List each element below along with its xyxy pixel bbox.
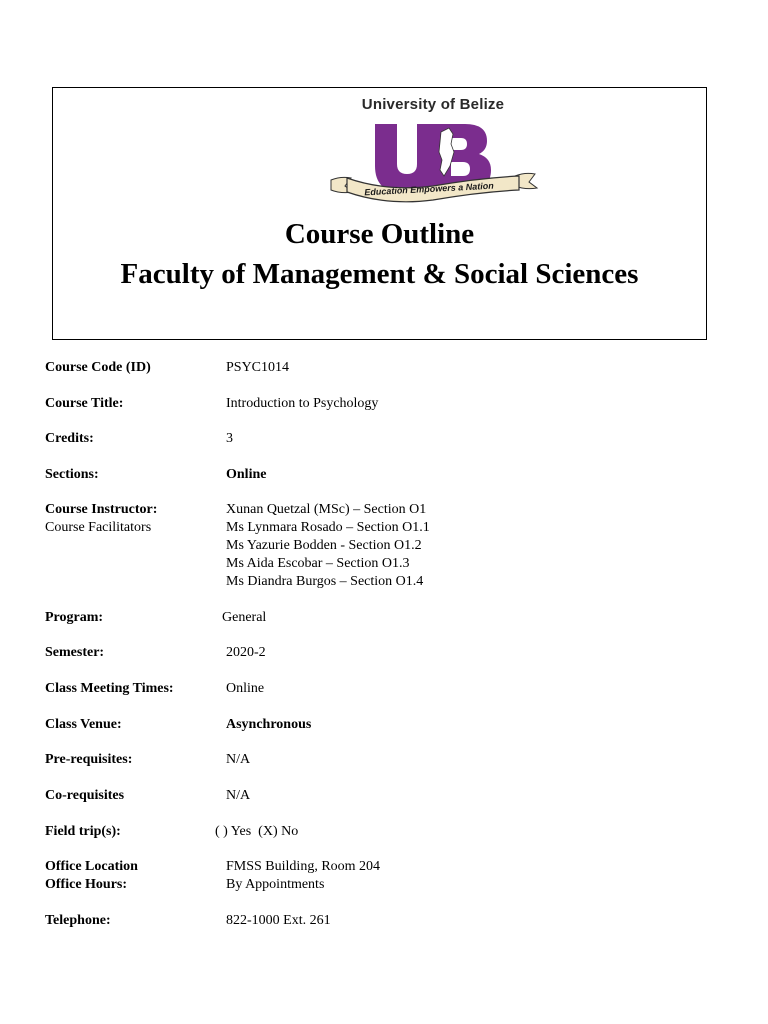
office-hours-value: By Appointments: [226, 877, 325, 892]
sections-label: Sections:: [45, 467, 99, 482]
office-hours-label: Office Hours:: [45, 877, 128, 892]
program-value: General: [222, 610, 267, 625]
facilitator-line: Ms Lynmara Rosado – Section O1.1: [226, 520, 430, 535]
logo-motto: Education Empowers a Nation: [364, 180, 494, 198]
meeting-times-value: Online: [226, 681, 265, 696]
logo-university-name: University of Belize: [361, 96, 505, 113]
corequisites-value: N/A: [226, 788, 251, 803]
semester-label: Semester:: [45, 645, 105, 660]
credits-label: Credits:: [45, 431, 94, 446]
course-title-value: Introduction to Psychology: [226, 396, 379, 411]
semester-value: 2020-2: [226, 645, 266, 660]
course-title-label: Course Title:: [45, 396, 124, 411]
venue-value: Asynchronous: [226, 717, 312, 732]
university-logo: [323, 96, 543, 206]
facilitator-line: Ms Aida Escobar – Section O1.3: [226, 556, 410, 571]
instructor-line: Xunan Quetzal (MSc) – Section O1: [226, 502, 427, 517]
facilitator-line: Ms Diandra Burgos – Section O1.4: [226, 574, 424, 589]
prerequisites-label: Pre-requisites:: [45, 752, 133, 767]
office-location-label: Office Location: [45, 859, 138, 874]
telephone-value: 822-1000 Ext. 261: [226, 913, 331, 928]
field-trips-value: ( ) Yes (X) No: [215, 824, 299, 839]
instructor-label: Course Instructor:: [45, 502, 158, 517]
prerequisites-value: N/A: [226, 752, 251, 767]
field-trips-label: Field trip(s):: [45, 824, 121, 839]
telephone-label: Telephone:: [45, 913, 111, 928]
facilitator-line: Ms Yazurie Bodden - Section O1.2: [226, 538, 422, 553]
page-title: Course Outline: [284, 218, 475, 250]
faculty-title: Faculty of Management & Social Sciences: [120, 258, 639, 290]
program-label: Program:: [45, 610, 104, 625]
course-code-label: Course Code (ID): [45, 360, 151, 375]
office-location-value: FMSS Building, Room 204: [226, 859, 381, 874]
corequisites-label: Co-requisites: [45, 788, 125, 803]
venue-label: Class Venue:: [45, 717, 122, 732]
course-code-value: PSYC1014: [226, 360, 290, 375]
facilitators-label: Course Facilitators: [45, 520, 152, 535]
sections-value: Online: [226, 467, 267, 482]
credits-value: 3: [226, 431, 233, 446]
logo-emblem-icon: [323, 110, 543, 210]
header-box: [52, 87, 707, 340]
meeting-times-label: Class Meeting Times:: [45, 681, 174, 696]
